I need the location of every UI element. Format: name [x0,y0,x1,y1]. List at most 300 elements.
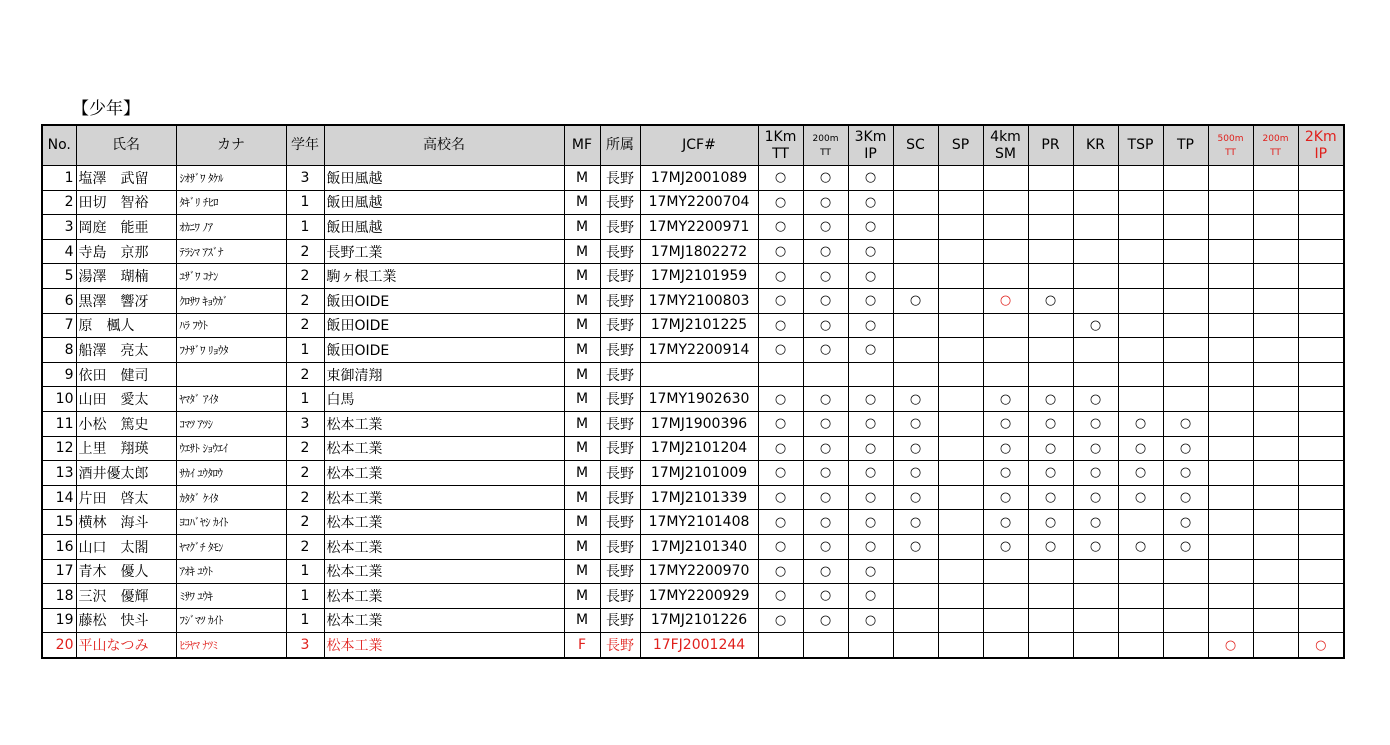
cell-kana: ﾖｺﾊﾞﾔｼ ｶｲﾄ [176,510,286,535]
cell-event-entry [848,461,893,486]
cell-event-entry [1253,166,1298,191]
cell-event-entry [1298,411,1344,436]
entry-mark: ○ [1089,416,1102,432]
cell-event-entry [1118,534,1163,559]
cell-event-entry [893,510,938,535]
cell-event-entry [1028,288,1073,313]
cell-event-entry [1118,313,1163,338]
cell-event-entry [1253,436,1298,461]
col-event-line1: 200m [1262,133,1289,144]
cell-event-entry [803,166,848,191]
col-event-line1: 4km [990,128,1021,145]
cell-mf: M [564,608,600,633]
cell-event-entry [1253,190,1298,215]
cell-grade: 2 [286,239,324,264]
col-event-5 [983,125,1028,166]
cell-affiliation: 長野 [600,387,640,412]
cell-event-entry [1253,608,1298,633]
cell-mf: M [564,338,600,363]
cell-school: 松本工業 [324,559,564,584]
entry-mark: ○ [819,465,832,481]
cell-event-entry [1118,411,1163,436]
cell-affiliation: 長野 [600,584,640,609]
cell-event-entry [758,510,803,535]
cell-event-entry [803,190,848,215]
cell-jcf: 17FJ2001244 [640,633,758,658]
cell-grade: 1 [286,215,324,240]
entry-mark: ○ [774,490,787,506]
table-row [42,608,1344,633]
cell-affiliation: 長野 [600,313,640,338]
table-row [42,411,1344,436]
cell-jcf: 17MY2200914 [640,338,758,363]
cell-kana: ｸﾛｻﾜ ｷｮｳｶﾞ [176,288,286,313]
cell-school: 飯田OIDE [324,313,564,338]
entry-mark: ○ [774,219,787,235]
cell-event-entry [1163,608,1208,633]
cell-event-entry [1208,239,1253,264]
entry-mark: ○ [1134,465,1147,481]
cell-event-entry [848,584,893,609]
cell-event-entry [1118,362,1163,387]
entry-mark: ○ [1179,539,1192,555]
cell-event-entry [983,633,1028,658]
entry-mark: ○ [909,514,922,530]
cell-mf: M [564,190,600,215]
entry-mark: ○ [774,194,787,210]
cell-school: 飯田OIDE [324,288,564,313]
cell-mf: M [564,288,600,313]
col-event-6 [1028,125,1073,166]
cell-event-entry [1208,215,1253,240]
cell-name: 上里 翔瑛 [76,436,176,461]
cell-event-entry [1253,559,1298,584]
cell-event-entry [1163,485,1208,510]
entry-mark: ○ [819,539,832,555]
cell-grade: 2 [286,313,324,338]
entry-mark: ○ [999,293,1012,309]
cell-event-entry [848,633,893,658]
cell-event-entry [938,461,983,486]
cell-event-entry [893,313,938,338]
cell-school: 飯田風越 [324,166,564,191]
cell-event-entry [1028,584,1073,609]
cell-event-entry [1298,608,1344,633]
cell-mf: M [564,387,600,412]
entry-mark: ○ [999,514,1012,530]
entry-mark: ○ [864,465,877,481]
entry-mark: ○ [909,293,922,309]
cell-event-entry [1208,436,1253,461]
cell-event-entry [893,288,938,313]
col-event-line2: TT [1225,147,1236,158]
cell-event-entry [1163,633,1208,658]
cell-event-entry [1298,264,1344,289]
entry-mark: ○ [774,465,787,481]
cell-jcf: 17MJ2101225 [640,313,758,338]
cell-event-entry [803,608,848,633]
cell-mf: M [564,362,600,387]
col-event-line2: TT [1270,147,1281,158]
cell-event-entry [1163,411,1208,436]
cell-kana: ﾌｼﾞﾏﾂ ｶｲﾄ [176,608,286,633]
cell-event-entry [758,559,803,584]
cell-event-entry [848,313,893,338]
cell-no: 1 [42,166,76,191]
cell-event-entry [1298,313,1344,338]
cell-school: 松本工業 [324,436,564,461]
cell-event-entry [1118,584,1163,609]
cell-event-entry [1208,633,1253,658]
entry-mark: ○ [774,317,787,333]
entry-mark: ○ [774,391,787,407]
col-mf: MF [564,125,600,166]
cell-name: 山田 愛太 [76,387,176,412]
cell-event-entry [1073,288,1118,313]
cell-event-entry [1298,338,1344,363]
entry-mark: ○ [1134,440,1147,456]
cell-event-entry [983,166,1028,191]
cell-event-entry [938,584,983,609]
entry-mark: ○ [774,588,787,604]
cell-event-entry [803,559,848,584]
cell-name: 寺島 京那 [76,239,176,264]
entry-mark: ○ [864,490,877,506]
entry-mark: ○ [819,268,832,284]
cell-event-entry [803,313,848,338]
cell-kana: ﾕｻﾞﾜ ｺﾅﾝ [176,264,286,289]
cell-event-entry [1298,461,1344,486]
cell-event-entry [1253,387,1298,412]
cell-event-entry [1253,584,1298,609]
cell-grade: 2 [286,288,324,313]
cell-jcf: 17MY2200704 [640,190,758,215]
cell-event-entry [848,338,893,363]
entry-mark: ○ [864,563,877,579]
cell-jcf: 17MY2100803 [640,288,758,313]
entry-mark: ○ [1044,490,1057,506]
cell-event-entry [1073,584,1118,609]
col-school: 高校名 [324,125,564,166]
entry-mark: ○ [1179,416,1192,432]
cell-event-entry [1073,436,1118,461]
cell-name: 山口 太閤 [76,534,176,559]
cell-name: 船澤 亮太 [76,338,176,363]
cell-no: 14 [42,485,76,510]
cell-event-entry [758,362,803,387]
col-event-12 [1298,125,1344,166]
cell-event-entry [1208,264,1253,289]
cell-event-entry [1028,338,1073,363]
cell-jcf: 17MJ2101204 [640,436,758,461]
cell-event-entry [758,215,803,240]
cell-event-entry [1208,288,1253,313]
cell-name: 湯澤 瑚楠 [76,264,176,289]
cell-name: 岡庭 能亜 [76,215,176,240]
cell-event-entry [1253,362,1298,387]
entry-mark: ○ [774,440,787,456]
table-row [42,239,1344,264]
cell-event-entry [1163,387,1208,412]
cell-event-entry [983,288,1028,313]
table-row [42,264,1344,289]
cell-event-entry [803,387,848,412]
entry-mark: ○ [1089,490,1102,506]
entry-mark: ○ [1089,317,1102,333]
entry-mark: ○ [774,342,787,358]
entry-mark: ○ [1089,440,1102,456]
cell-no: 19 [42,608,76,633]
cell-event-entry [1028,190,1073,215]
cell-event-entry [938,362,983,387]
entry-mark: ○ [999,465,1012,481]
cell-affiliation: 長野 [600,510,640,535]
cell-school: 東御清翔 [324,362,564,387]
cell-event-entry [893,436,938,461]
cell-affiliation: 長野 [600,215,640,240]
cell-event-entry [1208,510,1253,535]
cell-event-entry [983,436,1028,461]
cell-event-entry [758,264,803,289]
entry-mark: ○ [774,612,787,628]
cell-event-entry [1028,436,1073,461]
cell-event-entry [1073,510,1118,535]
cell-mf: M [564,215,600,240]
cell-event-entry [758,166,803,191]
cell-event-entry [1253,313,1298,338]
cell-event-entry [893,215,938,240]
entry-mark: ○ [1044,465,1057,481]
entry-mark: ○ [774,416,787,432]
cell-event-entry [1253,288,1298,313]
cell-event-entry [1163,559,1208,584]
cell-event-entry [983,584,1028,609]
cell-event-entry [1208,166,1253,191]
cell-no: 8 [42,338,76,363]
col-event-line1: PR [1041,137,1060,153]
cell-grade: 1 [286,387,324,412]
cell-event-entry [758,633,803,658]
cell-event-entry [1073,608,1118,633]
cell-name: 横林 海斗 [76,510,176,535]
cell-event-entry [893,362,938,387]
cell-event-entry [1163,288,1208,313]
cell-event-entry [848,411,893,436]
cell-grade: 2 [286,362,324,387]
cell-event-entry [1073,387,1118,412]
entry-mark: ○ [774,268,787,284]
cell-name: 塩澤 武留 [76,166,176,191]
cell-event-entry [803,534,848,559]
entry-mark: ○ [819,317,832,333]
cell-grade: 2 [286,461,324,486]
col-event-line2: TT [820,147,831,158]
cell-event-entry [1298,190,1344,215]
cell-event-entry [848,264,893,289]
entry-mark: ○ [909,416,922,432]
cell-school: 駒ヶ根工業 [324,264,564,289]
table-row [42,215,1344,240]
cell-event-entry [803,436,848,461]
cell-kana: ｳｴｻﾄ ｼｮｳｴｲ [176,436,286,461]
cell-jcf: 17MJ2101339 [640,485,758,510]
cell-event-entry [1118,608,1163,633]
cell-event-entry [1073,362,1118,387]
cell-school: 松本工業 [324,411,564,436]
cell-event-entry [938,510,983,535]
cell-event-entry [938,559,983,584]
cell-school: 飯田風越 [324,215,564,240]
cell-affiliation: 長野 [600,166,640,191]
cell-event-entry [1028,633,1073,658]
cell-event-entry [1163,510,1208,535]
cell-event-entry [1028,534,1073,559]
cell-no: 6 [42,288,76,313]
cell-event-entry [848,559,893,584]
entry-mark: ○ [999,416,1012,432]
cell-grade: 3 [286,411,324,436]
cell-event-entry [1163,215,1208,240]
cell-event-entry [938,338,983,363]
entry-mark: ○ [774,539,787,555]
cell-mf: M [564,584,600,609]
cell-event-entry [1028,510,1073,535]
entry-mark: ○ [1044,539,1057,555]
cell-name: 小松 篤史 [76,411,176,436]
cell-event-entry [938,166,983,191]
entry-mark: ○ [819,219,832,235]
cell-event-entry [1298,362,1344,387]
cell-event-entry [938,534,983,559]
entry-mark: ○ [864,268,877,284]
cell-event-entry [1073,485,1118,510]
cell-event-entry [1163,264,1208,289]
cell-mf: F [564,633,600,658]
table-row [42,338,1344,363]
cell-kana: ｻｶｲ ﾕｳﾀﾛｳ [176,461,286,486]
cell-event-entry [1208,338,1253,363]
cell-event-entry [803,411,848,436]
table-row [42,387,1344,412]
cell-event-entry [938,215,983,240]
entry-mark: ○ [1134,416,1147,432]
entry-mark: ○ [909,490,922,506]
cell-event-entry [1298,633,1344,658]
cell-event-entry [983,264,1028,289]
cell-event-entry [803,584,848,609]
table-row [42,510,1344,535]
cell-school: 松本工業 [324,485,564,510]
cell-event-entry [1208,534,1253,559]
cell-mf: M [564,411,600,436]
entry-mark: ○ [864,317,877,333]
cell-event-entry [1118,239,1163,264]
cell-event-entry [1163,190,1208,215]
cell-event-entry [803,215,848,240]
cell-event-entry [1118,288,1163,313]
cell-event-entry [803,510,848,535]
col-no: No. [42,125,76,166]
cell-event-entry [1253,485,1298,510]
table-row [42,288,1344,313]
entry-table [41,124,1345,659]
cell-affiliation: 長野 [600,534,640,559]
cell-event-entry [893,166,938,191]
entry-mark: ○ [864,244,877,260]
cell-event-entry [1073,190,1118,215]
cell-mf: M [564,534,600,559]
entry-mark: ○ [864,416,877,432]
col-event-line2: SM [995,145,1016,162]
entry-mark: ○ [864,170,877,186]
cell-name: 田切 智裕 [76,190,176,215]
entry-mark: ○ [774,514,787,530]
cell-event-entry [1253,411,1298,436]
cell-event-entry [758,436,803,461]
cell-event-entry [1253,534,1298,559]
cell-event-entry [983,608,1028,633]
cell-event-entry [983,485,1028,510]
entry-mark: ○ [999,391,1012,407]
cell-name: 片田 啓太 [76,485,176,510]
entry-mark: ○ [819,440,832,456]
cell-event-entry [803,461,848,486]
cell-event-entry [893,485,938,510]
cell-kana: ﾀｷﾞﾘ ﾁﾋﾛ [176,190,286,215]
entry-mark: ○ [909,539,922,555]
cell-event-entry [1298,534,1344,559]
entry-mark: ○ [1179,514,1192,530]
cell-grade: 2 [286,534,324,559]
cell-event-entry [758,584,803,609]
cell-affiliation: 長野 [600,264,640,289]
col-event-9 [1163,125,1208,166]
cell-event-entry [803,362,848,387]
cell-event-entry [1208,584,1253,609]
cell-event-entry [848,362,893,387]
cell-event-entry [983,559,1028,584]
cell-affiliation: 長野 [600,461,640,486]
cell-event-entry [758,608,803,633]
entry-mark: ○ [864,391,877,407]
cell-event-entry [1208,313,1253,338]
col-event-line1: SP [951,137,970,153]
cell-event-entry [848,288,893,313]
cell-event-entry [803,485,848,510]
cell-jcf: 17MY2200971 [640,215,758,240]
cell-event-entry [983,313,1028,338]
entry-mark: ○ [819,490,832,506]
cell-event-entry [803,338,848,363]
col-kana: カナ [176,125,286,166]
entry-mark: ○ [1089,539,1102,555]
cell-event-entry [1028,215,1073,240]
entry-mark: ○ [819,293,832,309]
cell-no: 4 [42,239,76,264]
cell-no: 20 [42,633,76,658]
cell-no: 3 [42,215,76,240]
cell-mf: M [564,166,600,191]
col-event-line1: 200m [812,133,839,144]
cell-event-entry [1073,461,1118,486]
cell-event-entry [1028,239,1073,264]
col-event-2 [848,125,893,166]
cell-grade: 1 [286,559,324,584]
cell-event-entry [1073,411,1118,436]
cell-event-entry [758,313,803,338]
cell-school: 飯田OIDE [324,338,564,363]
col-event-0 [758,125,803,166]
